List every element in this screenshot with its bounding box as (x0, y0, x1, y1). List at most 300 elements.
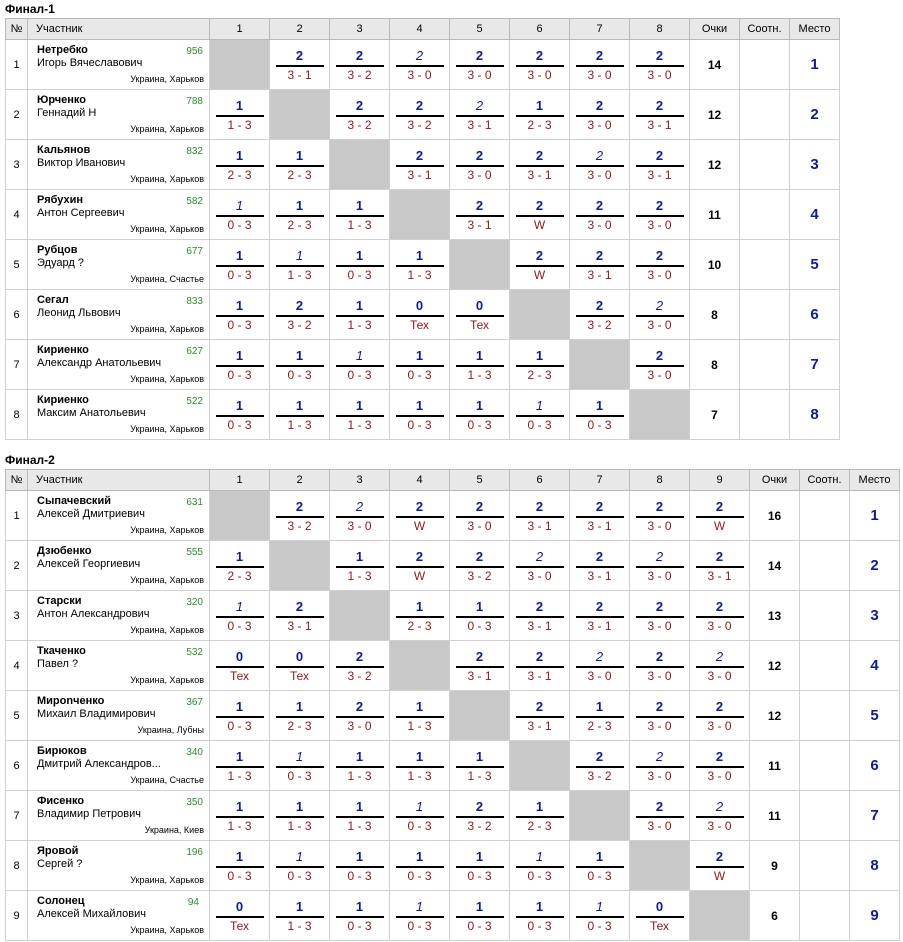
match-result-cell[interactable] (630, 491, 690, 541)
player-first-name[interactable]: Антон Александрович (37, 608, 150, 620)
match-points: 2 (715, 548, 724, 564)
player-last-name[interactable]: Яровой (37, 845, 79, 857)
player-city: Украина, Лубны (137, 725, 204, 735)
match-result-cell[interactable] (390, 541, 450, 591)
ratio-cell (740, 290, 790, 340)
match-result-cell[interactable] (510, 641, 570, 691)
match-result-cell[interactable] (390, 140, 450, 190)
col-header-ratio[interactable]: Соотн. (800, 470, 850, 491)
col-header-ratio[interactable]: Соотн. (740, 19, 790, 40)
col-header-opponent[interactable]: 6 (510, 470, 570, 491)
match-points: 1 (355, 347, 364, 363)
player-first-name[interactable]: Владимир Петрович (37, 808, 141, 820)
col-header-participant[interactable]: Участник (28, 19, 210, 40)
score-divider (576, 315, 624, 317)
match-points: 2 (655, 197, 664, 213)
table-header-row (6, 470, 900, 491)
match-result-cell[interactable] (570, 90, 630, 140)
table-row (6, 340, 840, 390)
match-result-cell[interactable] (690, 491, 750, 541)
match-score: 0 - 3 (227, 317, 252, 332)
match-score: 0 - 3 (287, 868, 312, 883)
match-result-cell[interactable] (270, 140, 330, 190)
col-header-points[interactable]: Очки (750, 470, 800, 491)
match-result-cell[interactable] (270, 741, 330, 791)
match-result-cell[interactable] (630, 240, 690, 290)
player-last-name[interactable]: Юрченко (37, 94, 87, 106)
match-result-cell[interactable] (210, 791, 270, 841)
match-result-cell[interactable] (630, 791, 690, 841)
participant-cell (28, 691, 210, 741)
match-result-cell[interactable] (690, 641, 750, 691)
col-header-number[interactable]: № (6, 470, 28, 491)
match-result-cell[interactable] (510, 90, 570, 140)
match-result-cell[interactable] (210, 541, 270, 591)
col-header-opponent[interactable]: 6 (510, 19, 570, 40)
match-result-cell[interactable] (570, 691, 630, 741)
col-header-opponent[interactable]: 9 (690, 470, 750, 491)
col-header-opponent[interactable]: 1 (210, 19, 270, 40)
score-divider (696, 816, 744, 818)
player-last-name[interactable]: Дзюбенко (37, 545, 92, 557)
player-last-name[interactable]: Солонец (37, 895, 85, 907)
match-result-cell[interactable] (510, 691, 570, 741)
match-result-cell[interactable] (570, 240, 630, 290)
match-result-cell[interactable] (450, 90, 510, 140)
col-header-participant[interactable]: Участник (28, 470, 210, 491)
match-points: 2 (595, 548, 604, 564)
match-result-cell[interactable] (630, 340, 690, 390)
match-result-cell[interactable] (210, 841, 270, 891)
participant-cell (28, 340, 210, 390)
score-divider (216, 265, 264, 267)
match-result-cell[interactable] (450, 140, 510, 190)
match-result-cell[interactable] (330, 290, 390, 340)
match-result-cell[interactable] (210, 90, 270, 140)
match-result-cell[interactable] (570, 491, 630, 541)
player-city: Украина, Харьков (130, 675, 204, 685)
match-score: 3 - 1 (527, 718, 552, 733)
match-result-cell[interactable] (690, 741, 750, 791)
participant-cell (28, 140, 210, 190)
col-header-number[interactable]: № (6, 19, 28, 40)
match-points: 1 (355, 197, 364, 213)
score-divider (636, 816, 684, 818)
match-points: 1 (475, 848, 484, 864)
table-row (6, 541, 900, 591)
col-header-opponent[interactable]: 7 (570, 470, 630, 491)
match-result-cell[interactable] (330, 390, 390, 440)
match-score: 3 - 0 (347, 718, 372, 733)
match-result-cell[interactable] (510, 791, 570, 841)
match-score: W (713, 518, 726, 533)
match-result-cell[interactable] (390, 340, 450, 390)
player-first-name[interactable]: Дмитрий Александров... (37, 758, 161, 770)
player-last-name[interactable]: Ткаченко (37, 645, 86, 657)
player-last-name[interactable]: Мирonченко (37, 695, 105, 707)
match-result-cell[interactable] (510, 140, 570, 190)
table-row (6, 390, 840, 440)
match-score: 2 - 3 (287, 167, 312, 182)
match-result-cell[interactable] (330, 340, 390, 390)
match-result-cell[interactable] (450, 40, 510, 90)
match-score: 2 - 3 (407, 618, 432, 633)
score-divider (456, 215, 504, 217)
match-score: Тех (289, 668, 310, 683)
score-divider (516, 215, 564, 217)
match-result-cell[interactable] (450, 541, 510, 591)
score-divider (576, 716, 624, 718)
col-header-opponent[interactable]: 5 (450, 470, 510, 491)
col-header-opponent[interactable]: 4 (390, 470, 450, 491)
match-result-cell[interactable] (690, 841, 750, 891)
player-last-name[interactable]: Сегал (37, 294, 69, 306)
match-result-cell[interactable] (450, 891, 510, 941)
match-result-cell[interactable] (690, 541, 750, 591)
match-result-cell[interactable] (270, 190, 330, 240)
match-result-cell[interactable] (270, 891, 330, 941)
player-last-name[interactable]: Кальянов (37, 144, 91, 156)
match-result-cell[interactable] (390, 791, 450, 841)
match-points: 2 (655, 347, 664, 363)
match-score: 3 - 0 (647, 668, 672, 683)
match-score: 3 - 1 (587, 518, 612, 533)
score-divider (216, 365, 264, 367)
match-score: 2 - 3 (587, 718, 612, 733)
col-header-opponent[interactable]: 7 (570, 19, 630, 40)
match-result-cell[interactable] (210, 641, 270, 691)
player-last-name[interactable]: Рубцов (37, 244, 78, 256)
match-points: 1 (235, 698, 244, 714)
table-row (6, 90, 840, 140)
match-score: 0 - 3 (227, 868, 252, 883)
score-divider (636, 616, 684, 618)
score-divider (216, 215, 264, 217)
player-last-name[interactable]: Сыпачевский (37, 495, 111, 507)
participant-cell (28, 190, 210, 240)
col-header-opponent[interactable]: 8 (630, 470, 690, 491)
match-score: W (413, 518, 426, 533)
score-divider (696, 766, 744, 768)
col-header-opponent[interactable]: 2 (270, 19, 330, 40)
player-last-name[interactable]: Фисенко (37, 795, 85, 807)
match-result-cell[interactable] (570, 641, 630, 691)
match-result-cell[interactable] (630, 591, 690, 641)
score-divider (456, 916, 504, 918)
match-result-cell[interactable] (270, 791, 330, 841)
match-result-cell[interactable] (570, 390, 630, 440)
match-points: 0 (235, 648, 244, 664)
match-result-cell[interactable] (510, 541, 570, 591)
col-header-opponent[interactable]: 3 (330, 19, 390, 40)
match-points: 1 (355, 898, 364, 914)
match-points: 1 (475, 598, 484, 614)
match-result-cell[interactable] (510, 190, 570, 240)
match-result-cell[interactable] (330, 90, 390, 140)
col-header-place[interactable]: Место (850, 470, 900, 491)
score-divider (276, 65, 324, 67)
player-city: Украина, Харьков (130, 424, 204, 434)
match-score: 1 - 3 (287, 417, 312, 432)
match-result-cell[interactable] (210, 290, 270, 340)
score-divider (636, 766, 684, 768)
player-first-name[interactable]: Павел ? (37, 658, 79, 670)
final-place: 8 (850, 841, 900, 891)
score-divider (636, 165, 684, 167)
match-result-cell[interactable] (570, 140, 630, 190)
match-result-cell[interactable] (450, 190, 510, 240)
score-divider (516, 866, 564, 868)
match-result-cell[interactable] (390, 591, 450, 641)
match-result-cell[interactable] (210, 340, 270, 390)
match-result-cell[interactable] (210, 741, 270, 791)
row-number: 4 (6, 190, 28, 240)
score-divider (456, 816, 504, 818)
match-result-cell[interactable] (330, 791, 390, 841)
match-score: 2 - 3 (527, 367, 552, 382)
match-result-cell[interactable] (390, 491, 450, 541)
match-result-cell[interactable] (630, 290, 690, 340)
match-result-cell[interactable] (330, 190, 390, 240)
match-result-cell[interactable] (570, 290, 630, 340)
match-points: 1 (295, 698, 304, 714)
score-divider (276, 165, 324, 167)
match-result-cell[interactable] (450, 741, 510, 791)
match-result-cell[interactable] (510, 591, 570, 641)
match-result-cell[interactable] (570, 40, 630, 90)
col-header-opponent[interactable]: 2 (270, 470, 330, 491)
player-last-name[interactable]: Старски (37, 595, 82, 607)
match-points: 1 (295, 147, 304, 163)
match-result-cell[interactable] (330, 40, 390, 90)
match-score: 0 - 3 (227, 417, 252, 432)
col-header-opponent[interactable]: 1 (210, 470, 270, 491)
player-first-name[interactable]: Сергей ? (37, 858, 83, 870)
score-divider (396, 165, 444, 167)
match-result-cell[interactable] (570, 741, 630, 791)
match-result-cell[interactable] (330, 891, 390, 941)
match-score: 3 - 2 (467, 568, 492, 583)
match-result-cell[interactable] (630, 90, 690, 140)
player-last-name[interactable]: Кириенко (37, 394, 89, 406)
player-first-name[interactable]: Игорь Вячеславович (37, 57, 143, 69)
score-divider (336, 916, 384, 918)
score-divider (636, 115, 684, 117)
match-score: 3 - 0 (707, 768, 732, 783)
match-result-cell[interactable] (510, 841, 570, 891)
score-divider (336, 766, 384, 768)
match-result-cell[interactable] (210, 240, 270, 290)
match-result-cell[interactable] (390, 891, 450, 941)
final-place: 8 (790, 390, 840, 440)
match-result-cell[interactable] (510, 390, 570, 440)
player-first-name[interactable]: Антон Сергеевич (37, 207, 125, 219)
match-result-cell[interactable] (270, 841, 330, 891)
score-divider (456, 65, 504, 67)
col-header-opponent[interactable]: 8 (630, 19, 690, 40)
player-rating: 196 (186, 847, 203, 858)
col-header-place[interactable]: Место (790, 19, 840, 40)
match-result-cell[interactable] (690, 691, 750, 741)
match-points: 1 (295, 748, 304, 764)
participant-cell (28, 541, 210, 591)
match-result-cell[interactable] (510, 491, 570, 541)
score-divider (456, 415, 504, 417)
match-result-cell[interactable] (570, 190, 630, 240)
col-header-opponent[interactable]: 3 (330, 470, 390, 491)
match-result-cell[interactable] (630, 541, 690, 591)
player-first-name[interactable]: Эдуард ? (37, 257, 84, 269)
match-result-cell[interactable] (450, 641, 510, 691)
match-result-cell[interactable] (210, 190, 270, 240)
match-result-cell[interactable] (270, 290, 330, 340)
match-result-cell[interactable] (330, 691, 390, 741)
player-first-name[interactable]: Алексей Дмитриевич (37, 508, 145, 520)
match-points: 1 (415, 748, 424, 764)
score-divider (456, 115, 504, 117)
player-first-name[interactable]: Александр Анатольевич (37, 357, 162, 369)
match-result-cell[interactable] (270, 591, 330, 641)
ratio-cell (740, 190, 790, 240)
match-result-cell[interactable] (270, 691, 330, 741)
player-last-name[interactable]: Бирюков (37, 745, 87, 757)
player-first-name[interactable]: Алексей Михайлович (37, 908, 146, 920)
match-result-cell[interactable] (450, 591, 510, 641)
match-result-cell[interactable] (390, 841, 450, 891)
match-result-cell[interactable] (270, 491, 330, 541)
match-score: 3 - 0 (647, 718, 672, 733)
player-first-name[interactable]: Максим Анатольевич (37, 407, 146, 419)
match-points: 2 (595, 297, 604, 313)
match-result-cell[interactable] (630, 641, 690, 691)
match-result-cell[interactable] (450, 791, 510, 841)
match-result-cell[interactable] (570, 591, 630, 641)
match-result-cell[interactable] (570, 891, 630, 941)
match-result-cell[interactable] (210, 891, 270, 941)
player-first-name[interactable]: Михаил Владимирович (37, 708, 156, 720)
match-result-cell[interactable] (690, 591, 750, 641)
score-divider (336, 415, 384, 417)
col-header-points[interactable]: Очки (690, 19, 740, 40)
player-first-name[interactable]: Виктор Иванович (37, 157, 126, 169)
total-points: 12 (690, 140, 740, 190)
match-result-cell[interactable] (390, 390, 450, 440)
match-result-cell[interactable] (510, 891, 570, 941)
match-result-cell[interactable] (330, 541, 390, 591)
match-result-cell[interactable] (330, 240, 390, 290)
match-points: 2 (295, 297, 304, 313)
score-divider (276, 215, 324, 217)
match-result-cell[interactable] (510, 40, 570, 90)
match-result-cell[interactable] (390, 691, 450, 741)
score-divider (336, 516, 384, 518)
score-divider (636, 666, 684, 668)
player-first-name[interactable]: Леонид Львович (37, 307, 121, 319)
match-result-cell[interactable] (330, 841, 390, 891)
match-result-cell[interactable] (390, 40, 450, 90)
score-divider (516, 666, 564, 668)
match-result-cell[interactable] (630, 891, 690, 941)
match-result-cell[interactable] (270, 40, 330, 90)
score-divider (576, 616, 624, 618)
match-points: 1 (235, 247, 244, 263)
match-result-cell[interactable] (630, 691, 690, 741)
player-first-name[interactable]: Геннадий Н (37, 107, 97, 119)
final-place: 6 (850, 741, 900, 791)
match-points: 1 (235, 798, 244, 814)
match-result-cell[interactable] (270, 641, 330, 691)
match-result-cell[interactable] (450, 340, 510, 390)
match-points: 2 (475, 97, 484, 113)
score-divider (576, 215, 624, 217)
match-result-cell[interactable] (570, 541, 630, 591)
match-result-cell[interactable] (270, 240, 330, 290)
player-city: Украина, Харьков (130, 925, 204, 935)
match-result-cell[interactable] (690, 791, 750, 841)
match-result-cell[interactable] (390, 741, 450, 791)
match-points: 2 (415, 548, 424, 564)
match-score: 0 - 3 (347, 868, 372, 883)
col-header-opponent[interactable]: 4 (390, 19, 450, 40)
player-last-name[interactable]: Кириенко (37, 344, 89, 356)
score-divider (336, 666, 384, 668)
match-points: 1 (535, 848, 544, 864)
match-result-cell[interactable] (450, 390, 510, 440)
match-points: 0 (295, 648, 304, 664)
match-result-cell[interactable] (630, 741, 690, 791)
score-divider (636, 365, 684, 367)
match-result-cell[interactable] (630, 190, 690, 240)
match-result-cell[interactable] (210, 140, 270, 190)
match-result-cell[interactable] (390, 290, 450, 340)
match-result-cell[interactable] (630, 140, 690, 190)
match-result-cell[interactable] (330, 641, 390, 691)
match-points: 2 (535, 698, 544, 714)
match-result-cell[interactable] (210, 390, 270, 440)
match-result-cell[interactable] (390, 240, 450, 290)
match-result-cell[interactable] (270, 390, 330, 440)
player-last-name[interactable]: Нетребко (37, 44, 88, 56)
match-result-cell[interactable] (450, 290, 510, 340)
score-divider (516, 566, 564, 568)
match-score: 1 - 3 (347, 768, 372, 783)
player-last-name[interactable]: Рябухин (37, 194, 84, 206)
score-divider (396, 265, 444, 267)
match-points: 1 (235, 748, 244, 764)
player-first-name[interactable]: Алексей Георгиевич (37, 558, 141, 570)
match-result-cell[interactable] (510, 240, 570, 290)
match-result-cell[interactable] (630, 40, 690, 90)
self-match-cell (270, 541, 330, 591)
score-divider (396, 866, 444, 868)
match-result-cell[interactable] (450, 841, 510, 891)
match-result-cell[interactable] (330, 491, 390, 541)
match-result-cell[interactable] (450, 491, 510, 541)
match-result-cell[interactable] (570, 841, 630, 891)
score-divider (216, 566, 264, 568)
match-result-cell[interactable] (270, 340, 330, 390)
match-points: 1 (355, 548, 364, 564)
match-result-cell[interactable] (210, 691, 270, 741)
match-result-cell[interactable] (390, 90, 450, 140)
player-rating: 956 (186, 46, 203, 57)
self-match-cell (270, 90, 330, 140)
col-header-opponent[interactable]: 5 (450, 19, 510, 40)
match-result-cell[interactable] (210, 591, 270, 641)
match-score: 2 - 3 (287, 217, 312, 232)
match-result-cell[interactable] (330, 741, 390, 791)
match-result-cell[interactable] (510, 340, 570, 390)
